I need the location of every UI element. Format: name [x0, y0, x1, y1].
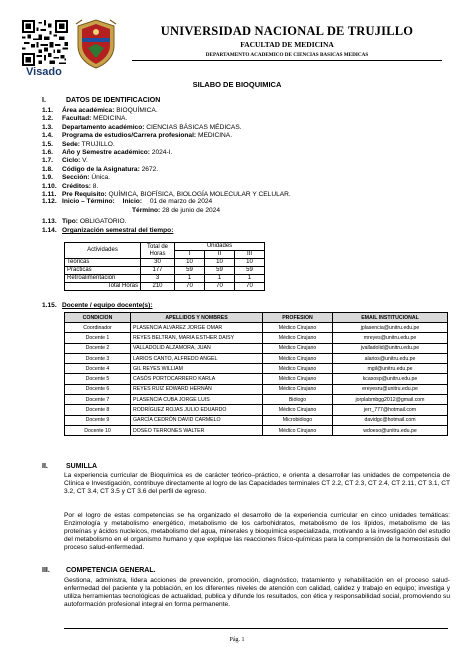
condicion-cell: Docente 6 — [65, 384, 131, 394]
col-header-total: Total de Horas — [141, 243, 175, 259]
activity-total: 177 — [141, 267, 175, 275]
activity-name: Teóricas — [65, 259, 141, 267]
item-value: BIOQUÍMICA. — [114, 107, 158, 114]
section-3-title: COMPETENCIA GENERAL. — [66, 567, 156, 574]
hours-table — [64, 242, 265, 291]
university-seal-icon — [74, 18, 118, 70]
department-name: DEPARTAMENTO ACADEMICO DE CIENCIAS BASICAS MEDICAS — [205, 52, 369, 58]
unit-header: II — [205, 251, 235, 259]
item-1-2 — [42, 115, 127, 123]
faculty-name: FACULTAD DE MEDICINA — [240, 40, 334, 49]
email-cell: mgil@unitru.edu.pe — [333, 364, 448, 374]
sumilla-paragraph-1: La experiencia curricular de Bioquímica es de carácter teórico–práctico, e orienta a desarrollar las unidades de competencia de Clínica e Investigación, contribuye directamente al logro de las Capacidades terminales CT 2.2, CT 2.3, CT 2.4, CT 2.11, CT 3.1, CT 3.2, CT 3.4, CT 3.5 y CT 3.6 del perfil de egreso. — [64, 472, 450, 496]
email-cell: ereyesru@unitru.edu.pe — [333, 384, 448, 394]
staff-row — [65, 405, 448, 415]
profesion-cell: Médico Cirujano — [263, 364, 333, 374]
condicion-cell: Docente 1 — [65, 333, 131, 343]
item-number: 1.1. — [42, 107, 53, 114]
item-1-6 — [42, 149, 172, 157]
teaching-staff-table — [64, 312, 448, 436]
col-header-actividades: Actividades — [65, 243, 141, 259]
item-1-1 — [42, 107, 158, 115]
col-header-profesion: PROFESION — [263, 313, 333, 323]
item-number: 1.3. — [42, 123, 53, 131]
col-header-nombres: APELLIDOS Y NOMBRES — [131, 313, 263, 323]
unit-hours: 10 — [205, 259, 235, 267]
hours-row — [65, 267, 265, 275]
section-1-number: I. — [42, 97, 46, 104]
section-3-number: III. — [42, 567, 50, 574]
condicion-cell: Docente 2 — [65, 343, 131, 353]
item-1-12 — [42, 198, 212, 206]
profesion-cell: Médico Cirujano — [263, 374, 333, 384]
staff-row — [65, 374, 448, 384]
condicion-cell: Docente 3 — [65, 353, 131, 363]
email-cell: wdoeso@unitru.edu.pe — [333, 425, 448, 435]
item-value: QUÍMICA, BIOFÍSICA, BIOLOGÍA MOLECULAR Y CELULAR. — [106, 191, 291, 198]
profesion-cell: Médico Cirujano — [263, 425, 333, 435]
item-value: 2024-I. — [149, 149, 173, 156]
item-1-15 — [42, 302, 153, 310]
email-cell: jvalladolid@unitru.edu.pe — [333, 343, 448, 353]
activity-name: Retroalimentación — [65, 275, 141, 283]
termino-label: Término: — [132, 207, 161, 214]
visado-label: Visado — [26, 66, 62, 78]
item-value: 8. — [90, 182, 99, 190]
email-cell: jorplabmbgg2012@gmail.com — [333, 395, 448, 405]
competencia-paragraph: Gestiona, administra, lidera acciones de prevención, promoción, diagnóstico, tratamiento y rehabilitación en el proceso salud-enfermedad del paciente y la población, en los diferentes niveles de atención con calidad, calidez y trabajo en equipo; investiga y utiliza herramientas tecnológicas de actualidad, publica y difunde los resultados, con ética y responsabilidad social, promoviendo su autoformación profesional integral en forma permanente. — [64, 577, 450, 609]
inicio-value: 01 de marzo de 2024 — [149, 198, 213, 205]
staff-row — [65, 333, 448, 343]
item-number: 1.11. — [42, 191, 57, 198]
item-value: Única. — [89, 174, 111, 182]
termino-value: 28 de junio de 2024 — [162, 207, 220, 214]
item-number: 1.8. — [42, 165, 53, 173]
email-cell: kcasosp@unitru.edu.pe — [333, 374, 448, 384]
nombre-cell: PLASENCIA ALVAREZ JORGE OMAR — [131, 323, 263, 333]
item-label: Ciclo: — [62, 157, 81, 165]
university-name: UNIVERSIDAD NACIONAL DE TRUJILLO — [160, 24, 414, 38]
staff-row — [65, 353, 448, 363]
item-number: 1.4. — [42, 132, 53, 140]
condicion-cell: Docente 10 — [65, 425, 131, 435]
item-1-5 — [42, 141, 115, 149]
unit-hours: 10 — [235, 259, 265, 267]
profesion-cell: Médico Cirujano — [263, 333, 333, 343]
item-number: 1.15. — [42, 302, 57, 309]
item-1-8 — [42, 166, 158, 174]
profesion-cell: Médico Cirujano — [263, 384, 333, 394]
item-1-13 — [42, 218, 127, 226]
item-number: 1.9. — [42, 174, 53, 182]
email-cell: alarios@unitru.edu.pe — [333, 353, 448, 363]
item-label: Año y Semestre académico: — [62, 149, 150, 156]
item-number: 1.7. — [42, 157, 53, 165]
hours-row — [65, 259, 265, 267]
staff-row — [65, 425, 448, 435]
col-header-condicion: CONDICION — [65, 313, 131, 323]
item-label: Programa de estudios/Carrera profesional: — [62, 132, 197, 140]
staff-row — [65, 323, 448, 333]
email-cell: davidgc@hotmail.com — [333, 415, 448, 425]
email-cell: jerr_777@hotmail.com — [333, 405, 448, 415]
item-value: TRUJILLO. — [79, 140, 115, 148]
header-divider — [132, 60, 442, 61]
item-number: 1.14. — [42, 227, 57, 234]
condicion-cell: Docente 8 — [65, 405, 131, 415]
item-value: V. — [80, 157, 88, 165]
section-2-number: II. — [42, 463, 48, 470]
unit-hours: 70 — [235, 283, 265, 291]
item-label: Sección: — [62, 174, 90, 182]
inicio-label: Inicio: — [122, 198, 143, 205]
item-label: Facultad: — [62, 115, 92, 123]
item-1-4 — [42, 132, 232, 140]
condicion-cell: Docente 4 — [65, 364, 131, 374]
item-1-7 — [42, 157, 88, 165]
hours-total-row — [65, 283, 265, 291]
profesion-cell: Médico Cirujano — [263, 353, 333, 363]
staff-row — [65, 395, 448, 405]
document-title: SILABO DE BIOQUIMICA — [192, 80, 282, 89]
email-cell: mreyes@unitru.edu.pe — [333, 333, 448, 343]
unit-hours: 70 — [175, 283, 205, 291]
nombre-cell: RODRÍGUEZ ROJAS JULIO EDUARDO — [131, 405, 263, 415]
unit-hours: 59 — [175, 267, 205, 275]
staff-row — [65, 343, 448, 353]
activity-total: 3 — [141, 275, 175, 283]
unit-hours: 1 — [235, 275, 265, 283]
item-label: Sede: — [62, 140, 80, 148]
col-header-email: EMAIL INSTITUCIONAL — [333, 313, 448, 323]
unit-hours: 1 — [205, 275, 235, 283]
footer-divider — [64, 628, 448, 629]
nombre-cell: CASÓS PORTOCARRERO KARLA — [131, 374, 263, 384]
item-label: Departamento académico: — [62, 123, 145, 131]
profesion-cell: Médico Cirujano — [263, 323, 333, 333]
nombre-cell: REYES RUIZ EDWARD HERNÁN — [131, 384, 263, 394]
item-number: 1.2. — [42, 115, 53, 123]
condicion-cell: Docente 5 — [65, 374, 131, 384]
profesion-cell: Médico Cirujano — [263, 343, 333, 353]
item-label: Organización semestral del tiempo: — [62, 227, 174, 234]
unit-header: I — [175, 251, 205, 259]
item-label: Créditos: — [62, 182, 91, 190]
item-value: OBLIGATORIO. — [78, 218, 127, 225]
item-label: Docente / equipo docente(s): — [62, 302, 153, 309]
staff-row — [65, 364, 448, 374]
unit-hours: 59 — [235, 267, 265, 275]
page-number: Pág. 1 — [229, 637, 245, 643]
section-1-title: DATOS DE IDENTIFICACION — [66, 97, 161, 104]
item-value: 2672. — [139, 165, 159, 173]
unit-hours: 70 — [205, 283, 235, 291]
unit-hours: 10 — [175, 259, 205, 267]
item-number: 1.10. — [42, 182, 57, 190]
hours-row — [65, 275, 265, 283]
email-cell: jplasencia@unitru.edu.pe — [333, 323, 448, 333]
item-label: Tipo: — [62, 218, 78, 225]
item-number: 1.12. — [42, 198, 57, 205]
item-1-12-termino — [132, 207, 220, 215]
condicion-cell: Docente 7 — [65, 395, 131, 405]
nombre-cell: VALLADOLID ALZAMORA, JUAN — [131, 343, 263, 353]
item-1-3 — [42, 124, 242, 132]
sumilla-paragraph-2: Por el logro de estas competencias se ha organizado el desarrollo de la experiencia curricular en cinco unidades temáticas: Enzimología y metabolismo energético, metabolismo de los carbohidratos, metabolismo de los lípidos, metabolismo de las proteínas y ácidos nucleicos, metabolismo del agua, minerales y bioquímica especializada, motivando a la investigación del estudio del metabolismo en el organismo humano y que explique las reacciones físico-químicas para la comprensión de la homeostasis del proceso salud-enfermedad. — [64, 512, 450, 552]
item-value: MEDICINA. — [196, 132, 233, 140]
col-header-unidades: Unidades — [175, 243, 265, 251]
nombre-cell: REYES BELTRAN, MARIA ESTHER DAISY — [131, 333, 263, 343]
item-value: MEDICINA. — [91, 115, 128, 123]
nombre-cell: GARCÍA CEDRÓN DAVID CARMELO — [131, 415, 263, 425]
condicion-cell: Coordinador — [65, 323, 131, 333]
activity-total: 210 — [141, 283, 175, 291]
staff-row — [65, 384, 448, 394]
nombre-cell: LARIOS CANTO, ALFREDO ANGEL — [131, 353, 263, 363]
activity-name: Prácticas — [65, 267, 141, 275]
staff-row — [65, 415, 448, 425]
nombre-cell: GIL REYES WILLIAM — [131, 364, 263, 374]
qr-code-icon — [22, 20, 68, 66]
profesion-cell: Microbiólogo — [263, 415, 333, 425]
nombre-cell: DOSEO TERRONES WALTER — [131, 425, 263, 435]
section-2-title: SUMILLA — [66, 463, 98, 470]
profesion-cell: Médico Cirujano — [263, 405, 333, 415]
item-number: 1.5. — [42, 140, 53, 148]
profesion-cell: Biólogo — [263, 395, 333, 405]
item-1-10 — [42, 183, 98, 191]
unit-hours: 1 — [175, 275, 205, 283]
unit-hours: 59 — [205, 267, 235, 275]
activity-name: Total Horas — [65, 283, 141, 291]
item-label: Pre Requisito: — [62, 191, 107, 198]
nombre-cell: PLASENCIA CUBA JORGE LUIS — [131, 395, 263, 405]
item-label: Código de la Asignatura: — [62, 165, 140, 173]
activity-total: 30 — [141, 259, 175, 267]
item-1-14 — [42, 227, 173, 235]
item-value: CIENCIAS BÁSICAS MÉDICAS. — [144, 123, 242, 131]
condicion-cell: Docente 9 — [65, 415, 131, 425]
item-number: 1.6. — [42, 149, 53, 156]
unit-header: III — [235, 251, 265, 259]
item-1-9 — [42, 174, 110, 182]
item-label: Inicio – Término: — [62, 198, 115, 205]
item-label: Área académica: — [62, 107, 115, 114]
item-number: 1.13. — [42, 218, 57, 225]
